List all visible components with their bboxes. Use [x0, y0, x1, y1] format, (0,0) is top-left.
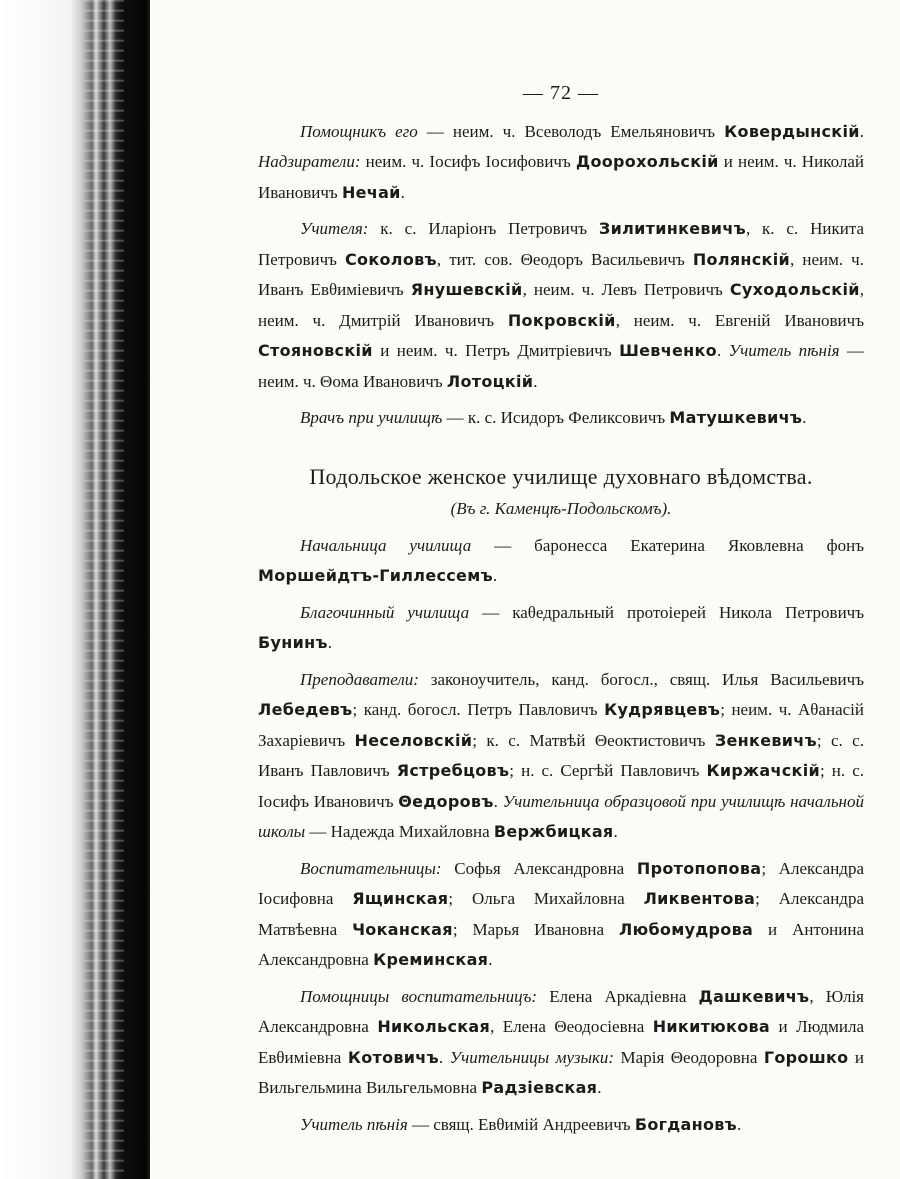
- surname: Вержбицкая: [493, 822, 614, 841]
- surname: Моршейдтъ-Гиллессемъ: [258, 566, 493, 585]
- text-run: .: [533, 371, 538, 391]
- surname: Неселовскій: [354, 730, 473, 750]
- text-run: и Антонина Александровна: [258, 919, 865, 969]
- surname: Шевченко: [619, 341, 717, 360]
- text-run: Елена Аркадіевна: [537, 986, 699, 1006]
- text-run: , неим. ч. Левъ Петровичъ: [522, 280, 730, 299]
- role-label: Врачъ при училищѣ: [300, 408, 443, 427]
- text-run: .: [488, 950, 493, 969]
- paragraph: [258, 665, 864, 848]
- surname: Янушевскій: [410, 280, 523, 299]
- text-run: , неим. ч. Евгеній Ивановичъ: [615, 310, 864, 330]
- text-run: — баронесса Екатерина Яковлевна фонъ: [471, 535, 865, 555]
- text-run: , неим. ч. Дмитрій Ивановичъ: [258, 280, 864, 330]
- role-label: Преподаватели:: [300, 669, 419, 689]
- paragraph: [258, 854, 864, 976]
- role-label: Помощникъ его: [300, 121, 418, 141]
- text-run: — каθедральный протоіерей Никола Петровичъ: [469, 602, 865, 622]
- surname: Покровскій: [507, 310, 616, 330]
- role-label: Воспитательницы:: [300, 858, 442, 878]
- surname: Радзіевская: [481, 1078, 598, 1097]
- surname: Суходольскій: [729, 280, 860, 299]
- paragraph: [258, 531, 864, 592]
- role-label: Надзиратели:: [258, 152, 361, 171]
- surname: Ястребцовъ: [396, 761, 510, 780]
- role-label: Учителя:: [300, 219, 369, 238]
- text-run: ; н. с. Іосифъ Ивановичъ: [258, 761, 864, 811]
- role-label: Помощницы воспитательницъ:: [300, 986, 538, 1006]
- section-subheading: (Въ г. Каменцѣ-Подольскомъ).: [450, 499, 672, 518]
- paragraph: [258, 117, 864, 209]
- text-run: .: [493, 791, 503, 811]
- staff-list-school: [258, 531, 864, 1141]
- text-run: ; Марья Ивановна: [452, 919, 619, 939]
- text-run: .: [597, 1078, 602, 1097]
- text-run: .: [859, 121, 864, 141]
- text-run: — неим. ч. Всеволодъ Емельяновичъ: [417, 121, 725, 141]
- surname: Ковердынскій: [724, 121, 860, 141]
- surname: Полянскій: [692, 249, 791, 269]
- surname: Зенкевичъ: [714, 730, 817, 750]
- text-run: .: [737, 1114, 742, 1134]
- document-page: [258, 78, 864, 1146]
- surname: Ликвентова: [643, 889, 756, 908]
- surname: Котовичъ: [347, 1047, 439, 1067]
- role-label: Учитель пѣнія: [728, 341, 840, 360]
- role-label: Благочинный училища: [300, 602, 470, 622]
- surname: Нечай: [341, 182, 401, 202]
- staff-list-top: [258, 117, 864, 434]
- text-run: неим. ч. Іосифъ Іосифовичъ: [360, 152, 576, 171]
- text-run: , Юлія Александровна: [258, 986, 864, 1036]
- paragraph: [258, 982, 864, 1104]
- surname: Соколовъ: [345, 249, 437, 269]
- text-run: — неим. ч. Θома Ивановичъ: [258, 341, 865, 391]
- text-run: .: [492, 566, 498, 585]
- text-run: и Вильгельмина Вильгельмовна: [258, 1047, 865, 1097]
- text-run: ; к. с. Матвѣй Θеоктистовичъ: [472, 730, 715, 750]
- text-run: ; Александра Іосифовна: [258, 858, 864, 908]
- text-run: — Надежда Михайловна: [305, 822, 494, 841]
- role-label: Учительницы музыки:: [449, 1047, 615, 1067]
- paragraph: [258, 403, 864, 434]
- surname: Лотоцкій: [446, 371, 534, 391]
- text-run: .: [613, 822, 618, 841]
- section-heading: Подольское женское училище духовнаго вѣдомства.: [309, 463, 813, 489]
- surname: Горошко: [763, 1047, 849, 1067]
- surname: Никитюкова: [652, 1017, 771, 1036]
- surname: Любомудрова: [619, 919, 754, 939]
- text-run: , к. с. Никита Петровичъ: [258, 219, 865, 269]
- text-run: законоучитель, канд. богосл., свящ. Илья Васильевичъ: [418, 669, 864, 689]
- surname: Стояновскій: [258, 341, 373, 360]
- text-run: .: [802, 408, 807, 427]
- role-label: Начальница училища: [300, 535, 472, 555]
- text-run: ; неим. ч. Аθанасій Захаріевичъ: [258, 700, 864, 750]
- surname: Никольская: [377, 1017, 491, 1036]
- surname: Зилитинкевичъ: [598, 219, 746, 238]
- paragraph: [258, 214, 864, 397]
- surname: Протопопова: [636, 858, 762, 878]
- text-run: — свящ. Евθимій Андреевичъ: [407, 1114, 635, 1134]
- text-run: Софья Александровна: [441, 858, 637, 878]
- surname: Креминская: [373, 950, 489, 969]
- text-run: ; с. с. Иванъ Павловичъ: [258, 730, 864, 780]
- role-label: Учитель пѣнія: [300, 1114, 408, 1134]
- text-run: и неим. ч. Петръ Дмитріевичъ: [372, 341, 620, 360]
- text-run: и Людмила Евθиміевна: [258, 1017, 864, 1067]
- text-run: ; Александра Матвѣевна: [258, 889, 864, 939]
- text-run: .: [716, 341, 729, 360]
- text-run: , тит. сов. Θеодоръ Васильевичъ: [436, 249, 693, 269]
- text-run: Марія Θеодоровна: [614, 1047, 764, 1067]
- text-run: — к. с. Исидоръ Феликсовичъ: [442, 408, 670, 427]
- text-run: ; Ольга Михайловна: [448, 889, 644, 908]
- paragraph: [258, 598, 864, 659]
- text-run: ; канд. богосл. Петръ Павловичъ: [352, 700, 605, 719]
- text-run: , неим. ч. Иванъ Евθиміевичъ: [258, 249, 864, 299]
- surname: Доорохольскій: [575, 152, 719, 171]
- text-run: .: [327, 633, 333, 652]
- role-label: Учительница образцовой при училищѣ начальной школы: [258, 791, 864, 841]
- surname: Бунинъ: [258, 633, 328, 652]
- surname: Лебедевъ: [258, 700, 353, 719]
- surname: Киржачскій: [706, 761, 820, 780]
- text-run: , Елена Θеодосіевна: [490, 1017, 653, 1036]
- text-run: ; н. с. Сергѣй Павловичъ: [509, 761, 707, 780]
- page-number: — 72 —: [523, 82, 599, 104]
- surname: Чоканская: [352, 919, 453, 939]
- text-run: и неим. ч. Николай Ивановичъ: [258, 152, 864, 202]
- text-run: к. с. Иларіонъ Петровичъ: [368, 219, 599, 238]
- book-spine-shadow: [0, 0, 150, 1179]
- paragraph: [258, 1110, 864, 1141]
- text-run: .: [400, 182, 405, 202]
- surname: Матушкевичъ: [669, 408, 803, 427]
- surname: Кудрявцевъ: [604, 700, 721, 719]
- surname: Θедоровъ: [398, 791, 494, 811]
- surname: Дашкевичъ: [698, 986, 810, 1006]
- surname: Богдановъ: [634, 1114, 737, 1134]
- surname: Ящинская: [352, 889, 449, 908]
- text-run: .: [438, 1047, 450, 1067]
